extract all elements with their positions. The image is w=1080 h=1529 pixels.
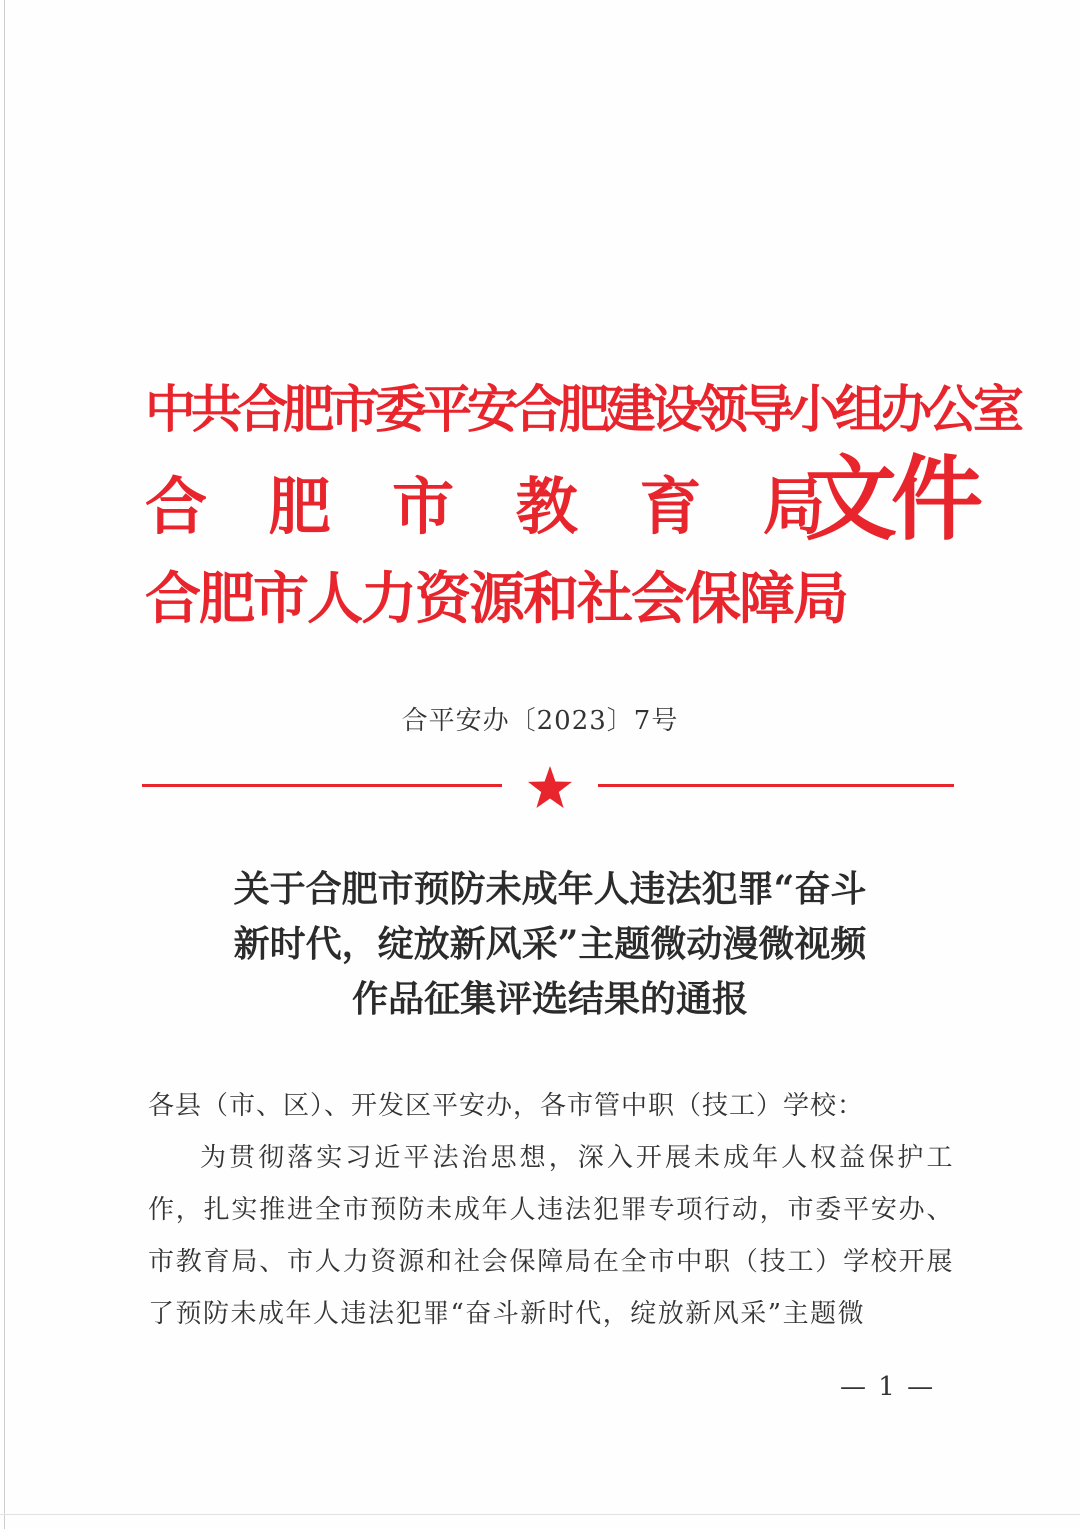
page-number: — 1 —	[840, 1372, 936, 1402]
document-word: 文件	[805, 446, 978, 553]
document-body	[148, 1080, 954, 1340]
title-line-2: 新时代，绽放新风采”主题微动漫微视频	[233, 923, 867, 965]
red-rule-right	[598, 784, 954, 787]
red-rule-left	[142, 784, 502, 787]
title-line-3: 作品征集评选结果的通报	[351, 978, 748, 1020]
issuer-line-3: 合肥市人力资源和社会保障局	[145, 567, 847, 632]
red-header	[145, 360, 1020, 640]
document-number: 合平安办〔2023〕7号	[401, 706, 679, 736]
document-title	[150, 862, 950, 1027]
salutation: 各县（市、区）、开发区平安办，各市管中职（技工）学校：	[148, 1091, 865, 1121]
body-paragraph: 为贯彻落实习近平法治思想，深入开展未成年人权益保护工作，扎实推进全市预防未成年人违法犯罪专项行动，市委平安办、市教育局、市人力资源和社会保障局在全市中职（技工）学校开展了预防未成年人违法犯罪“奋斗新时代，绽放新风采”主题微	[148, 1143, 954, 1329]
issuer-line-1: 中共合肥市委平安合肥建设领导小组办公室	[145, 381, 1020, 440]
title-line-1: 关于合肥市预防未成年人违法犯罪“奋斗	[233, 868, 867, 910]
issuer-line-2	[145, 464, 825, 543]
issuer-line-2-text: 合 肥 市 教 育 局	[145, 469, 825, 543]
red-star-icon	[527, 765, 573, 809]
